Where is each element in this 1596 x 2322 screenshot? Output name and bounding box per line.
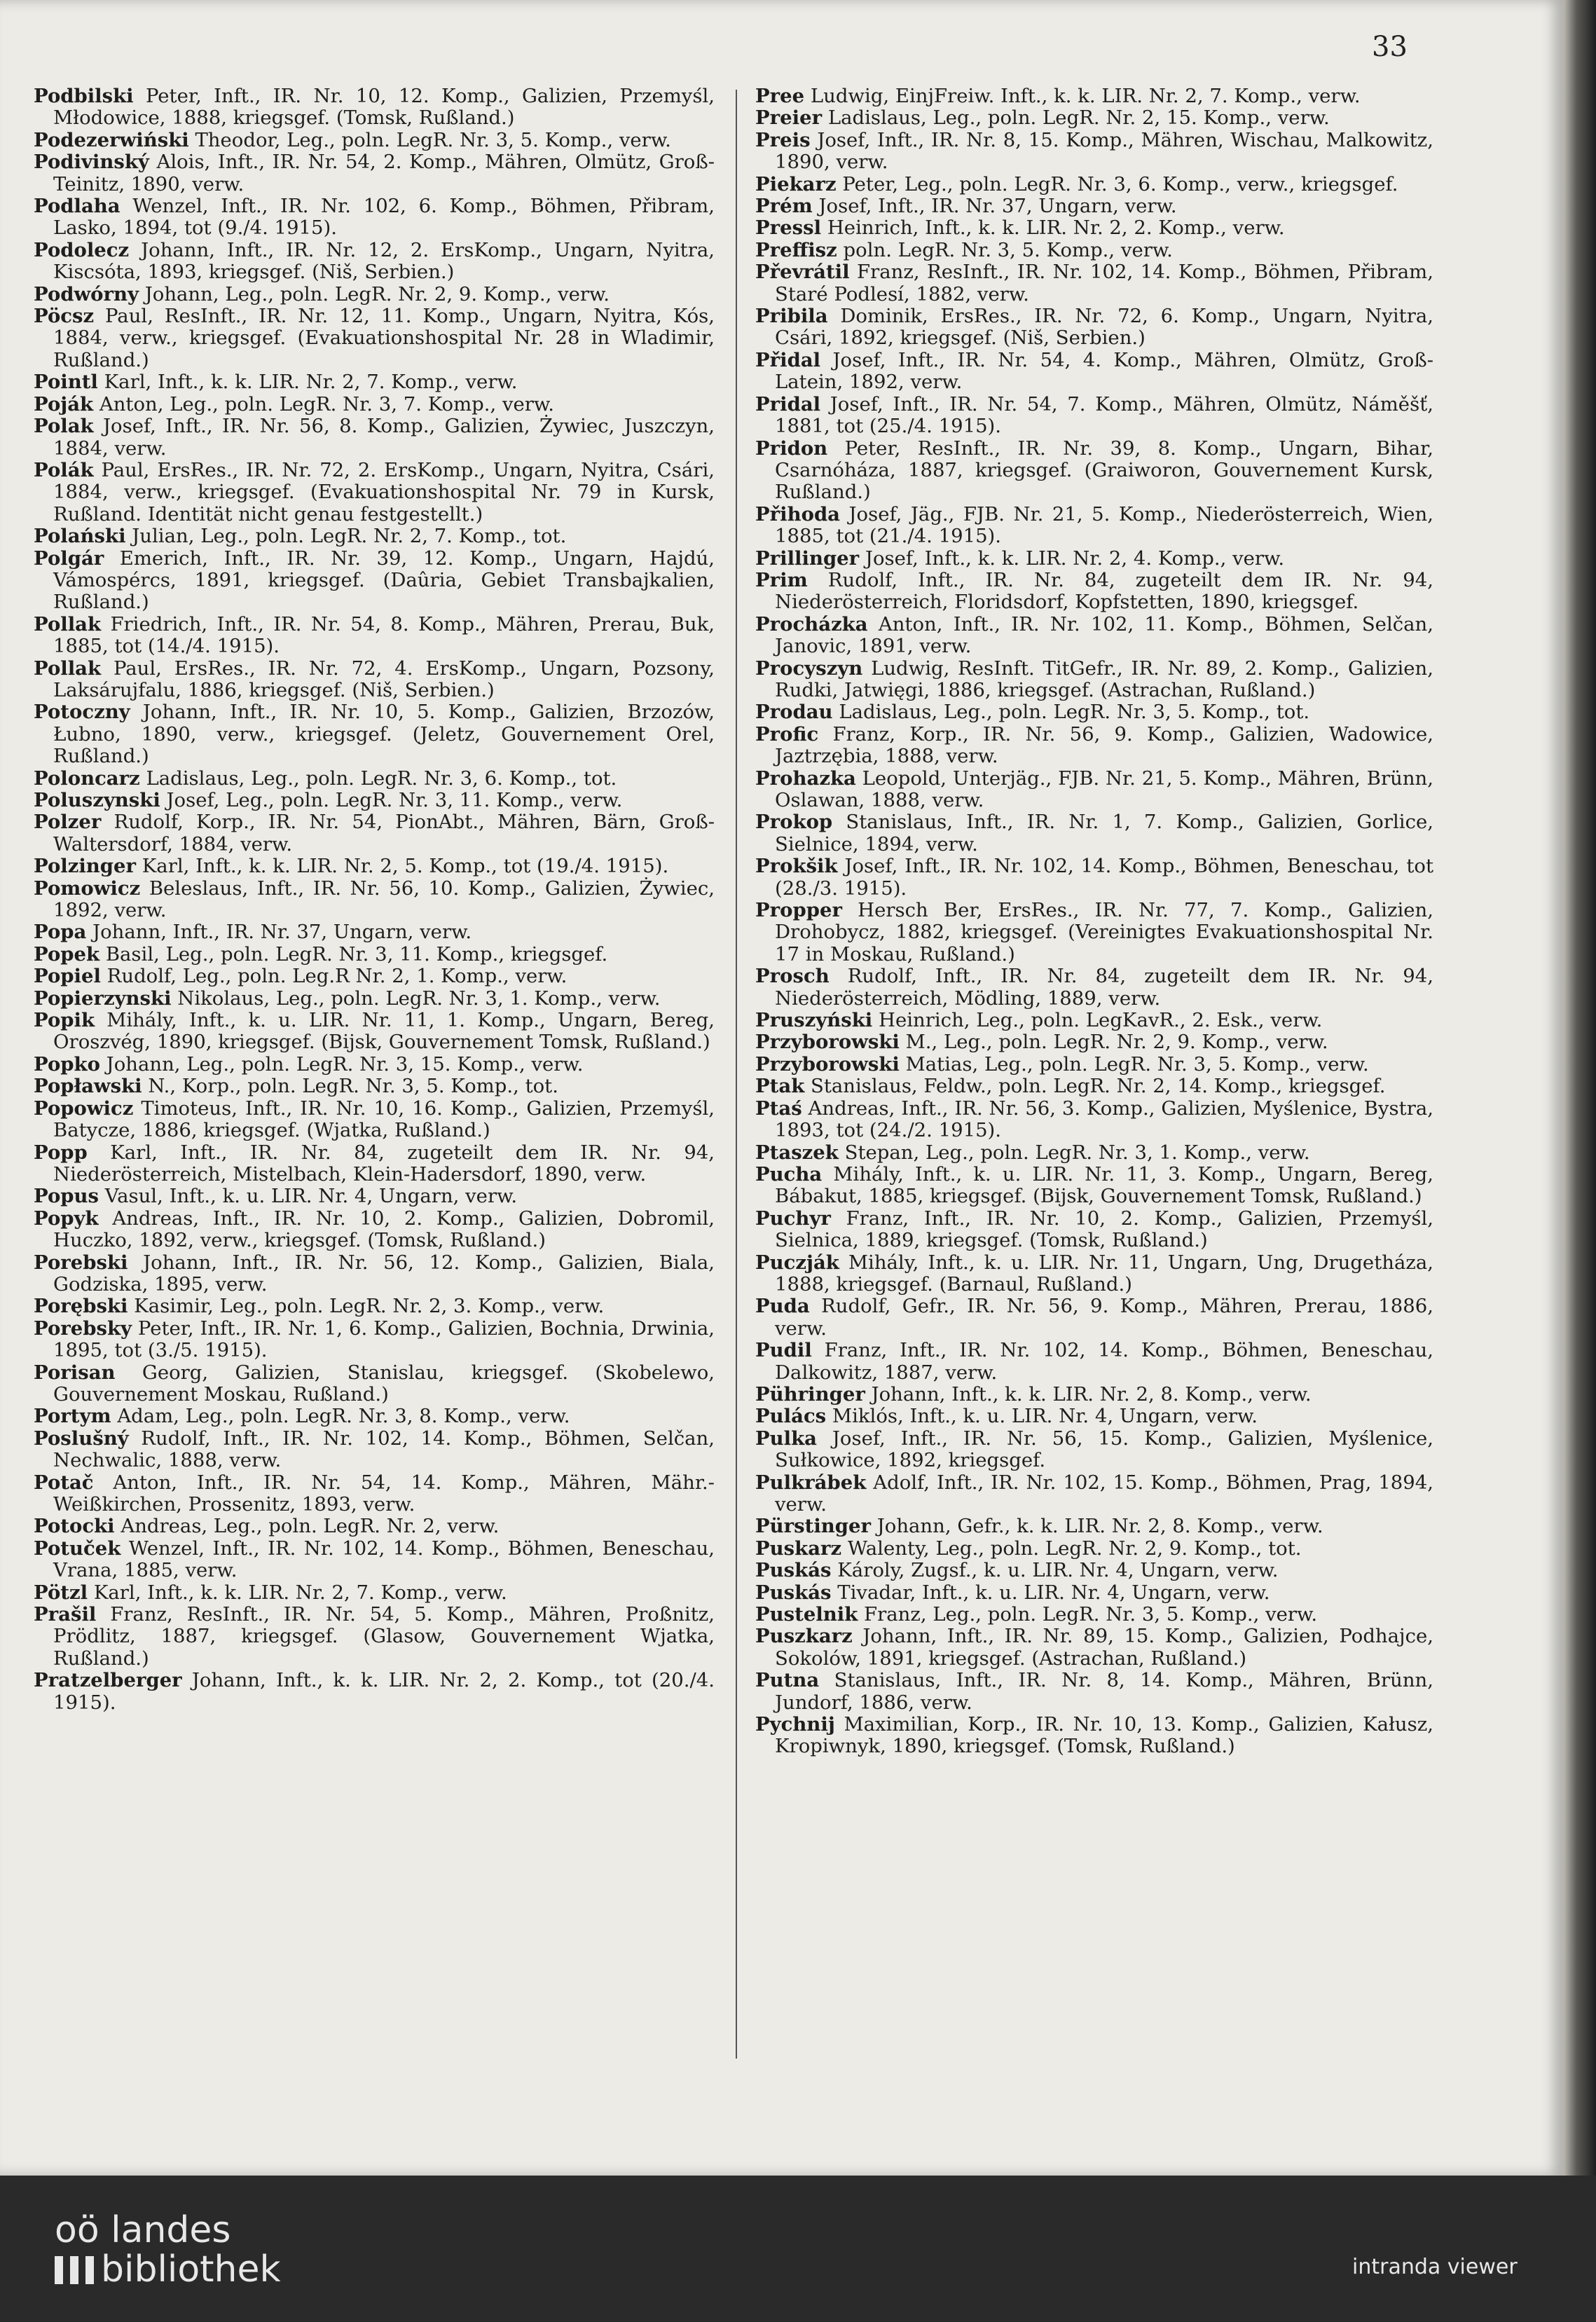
entry-details: Franz, Inft., IR. Nr. 10, 2. Komp., Galizien, Przemyśl, Sielnica, 1889, kriegsgef. (Tomsk, Rußland.) bbox=[775, 1207, 1433, 1252]
entry-surname: Pötzl bbox=[34, 1581, 88, 1604]
entry-surname: Podwórny bbox=[34, 282, 139, 305]
entry-details: Peter, ResInft., IR. Nr. 39, 8. Komp., Ungarn, Bihar, Csarnóháza, 1887, kriegsgef. (Graiworon, Gouvernement Kursk, Rußland.) bbox=[775, 437, 1433, 504]
entry-details: Johann, Leg., poln. LegR. Nr. 2, 9. Komp., verw. bbox=[144, 282, 610, 305]
entry-surname: Puczják bbox=[755, 1251, 839, 1274]
entry-surname: Puskarz bbox=[755, 1537, 842, 1560]
entry-details: Johann, Inft., k. k. LIR. Nr. 2, 8. Komp., verw. bbox=[871, 1382, 1312, 1406]
register-entry bbox=[755, 1031, 1433, 1053]
register-entry bbox=[34, 1318, 715, 1362]
entry-surname: Pruszyński bbox=[755, 1009, 873, 1032]
entry-surname: Prosch bbox=[755, 965, 830, 988]
entry-details: Rudolf, Inft., IR. Nr. 84, zugeteilt dem IR. Nr. 94, Niederösterreich, Floridsdorf, Kopfstetten, 1890, kriegsgef. bbox=[775, 568, 1433, 614]
register-entry bbox=[755, 107, 1433, 129]
register-entry bbox=[34, 1208, 715, 1252]
column-divider bbox=[736, 90, 737, 2059]
register-entry bbox=[34, 195, 715, 240]
entry-details: poln. LegR. Nr. 3, 5. Komp., verw. bbox=[843, 238, 1173, 261]
entry-surname: Ptaś bbox=[755, 1097, 802, 1120]
entry-surname: Prohazka bbox=[755, 767, 856, 790]
entry-surname: Potuček bbox=[34, 1537, 121, 1560]
entry-details: Josef, Inft., IR. Nr. 56, 8. Komp., Galizien, Żywiec, Juszczyn, 1884, verw. bbox=[53, 415, 715, 460]
entry-details: Johann, Inft., IR. Nr. 12, 2. ErsKomp., Ungarn, Nyitra, Kiscsóta, 1893, kriegsgef. (Niš, Serbien.) bbox=[53, 238, 715, 284]
entry-details: Josef, Inft., IR. Nr. 54, 4. Komp., Mähren, Olmütz, Groß-Latein, 1892, verw. bbox=[775, 348, 1434, 394]
register-entry bbox=[34, 790, 715, 811]
entry-details: Josef, Inft., IR. Nr. 54, 7. Komp., Mähren, Olmütz, Náměšť, 1881, tot (25./4. 1915). bbox=[775, 392, 1433, 438]
register-entry bbox=[34, 988, 715, 1010]
entry-surname: Polański bbox=[34, 525, 126, 548]
register-entry bbox=[755, 1714, 1433, 1758]
register-entry bbox=[755, 724, 1433, 768]
register-entry bbox=[34, 130, 715, 151]
entry-surname: Pollak bbox=[34, 657, 102, 680]
entry-details: Heinrich, Leg., poln. LegKavR., 2. Esk., verw. bbox=[878, 1009, 1323, 1032]
entry-details: Walenty, Leg., poln. LegR. Nr. 2, 9. Komp., tot. bbox=[847, 1537, 1302, 1560]
entry-details: Paul, ErsRes., IR. Nr. 72, 2. ErsKomp., Ungarn, Nyitra, Csári, 1884, verw., kriegsgef. (Evakuationshospital Nr. 79 in Kursk, Rußland. Identität nicht genau festgestellt.) bbox=[53, 458, 715, 525]
entry-details: Josef, Jäg., FJB. Nr. 21, 5. Komp., Niederösterreich, Wien, 1885, tot (21./4. 1915). bbox=[775, 502, 1433, 548]
register-entry bbox=[34, 1516, 715, 1537]
entry-surname: Ptak bbox=[755, 1075, 805, 1098]
register-entry bbox=[755, 174, 1433, 195]
register-entry bbox=[34, 1142, 715, 1186]
entry-surname: Popławski bbox=[34, 1075, 142, 1098]
entry-surname: Porębski bbox=[34, 1295, 128, 1318]
register-entry bbox=[755, 85, 1433, 107]
entry-details: Heinrich, Inft., k. k. LIR. Nr. 2, 2. Komp., verw. bbox=[827, 217, 1285, 240]
register-entry bbox=[34, 525, 715, 547]
entry-details: Ladislaus, Leg., poln. LegR. Nr. 3, 5. Komp., tot. bbox=[839, 701, 1310, 724]
entry-surname: Portym bbox=[34, 1405, 111, 1428]
entry-surname: Polak bbox=[34, 415, 94, 438]
entry-surname: Popowicz bbox=[34, 1097, 134, 1120]
register-entry bbox=[755, 1384, 1433, 1406]
entry-surname: Puchyr bbox=[755, 1207, 831, 1230]
entry-details: Karl, Inft., k. k. LIR. Nr. 2, 5. Komp., tot (19./4. 1915). bbox=[142, 855, 669, 878]
entry-details: Stanislaus, Feldw., poln. LegR. Nr. 2, 14. Komp., kriegsgef. bbox=[811, 1075, 1386, 1098]
entry-details: Mihály, Inft., k. u. LIR. Nr. 11, 3. Komp., Ungarn, Bereg, Bábakut, 1885, kriegsgef. (Bijsk, Gouvernement Tomsk, Rußland.) bbox=[775, 1162, 1433, 1208]
register-entry bbox=[34, 1670, 715, 1714]
register-entry bbox=[34, 944, 715, 966]
register-entry bbox=[755, 1604, 1433, 1626]
entry-details: Vasul, Inft., k. u. LIR. Nr. 4, Ungarn, verw. bbox=[104, 1185, 518, 1208]
entry-surname: Popus bbox=[34, 1185, 99, 1208]
entry-surname: Pöcsz bbox=[34, 305, 95, 328]
entry-details: Paul, ErsRes., IR. Nr. 72, 4. ErsKomp., Ungarn, Pozsony, Laksárujfalu, 1886, kriegsgef. (Niš, Serbien.) bbox=[53, 657, 715, 701]
entry-details: Paul, ResInft., IR. Nr. 12, 11. Komp., Ungarn, Nyitra, Kós, 1884, verw., kriegsgef. (Evakuationshospital Nr. 28 in Wladimir, Rußland.) bbox=[53, 305, 715, 371]
entry-surname: Podlaha bbox=[34, 195, 121, 218]
register-entry bbox=[755, 130, 1433, 174]
entry-surname: Prokop bbox=[755, 811, 833, 834]
entry-details: Johann, Inft., IR. Nr. 10, 5. Komp., Galizien, Brzozów, Łubno, 1890, verw., kriegsgef. (Jeletz, Gouvernement Orel, Rußland.) bbox=[53, 701, 715, 768]
register-entry bbox=[755, 900, 1433, 966]
entry-surname: Pratzelberger bbox=[34, 1669, 182, 1692]
entry-surname: Popierzynski bbox=[34, 987, 172, 1010]
entry-details: Rudolf, Inft., IR. Nr. 102, 14. Komp., Böhmen, Selčan, Nechwalic, 1888, verw. bbox=[53, 1427, 715, 1472]
register-entry bbox=[755, 1626, 1433, 1670]
entry-details: Anton, Inft., IR. Nr. 54, 14. Komp., Mähren, Mähr.-Weißkirchen, Prossenitz, 1893, verw. bbox=[53, 1471, 715, 1516]
page-number: 33 bbox=[1372, 31, 1408, 63]
register-entry bbox=[755, 504, 1433, 548]
register-entry bbox=[34, 768, 715, 790]
entry-surname: Polák bbox=[34, 458, 94, 481]
entry-details: Nikolaus, Leg., poln. LegR. Nr. 3, 1. Komp., verw. bbox=[177, 987, 661, 1010]
entry-details: Kasimir, Leg., poln. LegR. Nr. 2, 3. Komp., verw. bbox=[134, 1295, 605, 1318]
register-entry bbox=[34, 1054, 715, 1076]
entry-details: M., Leg., poln. LegR. Nr. 2, 9. Komp., verw. bbox=[905, 1031, 1328, 1054]
register-entry bbox=[755, 856, 1433, 900]
entry-details: Wenzel, Inft., IR. Nr. 102, 14. Komp., Böhmen, Beneschau, Vrana, 1885, verw. bbox=[53, 1537, 715, 1582]
entry-surname: Pressl bbox=[755, 217, 822, 240]
register-entry bbox=[755, 570, 1433, 614]
entry-surname: Pulka bbox=[755, 1427, 817, 1450]
entry-details: Johann, Gefr., k. k. LIR. Nr. 2, 8. Komp., verw. bbox=[876, 1515, 1323, 1538]
entry-details: Wenzel, Inft., IR. Nr. 102, 6. Komp., Böhmen, Přibram, Lasko, 1894, tot (9./4. 1915). bbox=[53, 195, 715, 240]
register-entry bbox=[34, 305, 715, 371]
logo-line-2: bibliothek bbox=[101, 2248, 281, 2290]
entry-surname: Pribila bbox=[755, 305, 828, 328]
entry-surname: Procyszyn bbox=[755, 657, 863, 680]
entry-surname: Přihoda bbox=[755, 502, 840, 525]
entry-details: Beleslaus, Inft., IR. Nr. 56, 10. Komp., Galizien, Żywiec, 1892, verw. bbox=[53, 877, 715, 922]
register-entry bbox=[755, 1054, 1433, 1076]
viewer-label: intranda viewer bbox=[1352, 2255, 1518, 2279]
entry-details: Ludwig, ResInft. TitGefr., IR. Nr. 89, 2. Komp., Galizien, Rudki, Jatwięgi, 1886, kriegsgef. (Astrachan, Rußland.) bbox=[775, 657, 1433, 701]
register-entry bbox=[755, 658, 1433, 702]
register-entry bbox=[755, 1076, 1433, 1097]
entry-details: Emerich, Inft., IR. Nr. 39, 12. Komp., Ungarn, Hajdú, Vámospércs, 1891, kriegsgef. (Daûria, Gebiet Transbajkalien, Rußland.) bbox=[53, 547, 715, 614]
register-entry bbox=[755, 1252, 1433, 1296]
entry-details: Károly, Zugsf., k. u. LIR. Nr. 4, Ungarn, verw. bbox=[837, 1559, 1279, 1582]
entry-details: Alois, Inft., IR. Nr. 54, 2. Komp., Mähren, Olmütz, Groß-Teinitz, 1890, verw. bbox=[53, 151, 715, 195]
register-entry bbox=[34, 1538, 715, 1582]
register-entry bbox=[755, 811, 1433, 856]
entry-details: Johann, Inft., IR. Nr. 89, 15. Komp., Galizien, Podhajce, Sokolów, 1891, kriegsgef. (Astrachan, Rußland.) bbox=[775, 1625, 1433, 1670]
entry-surname: Prém bbox=[755, 195, 813, 218]
entry-surname: Puskás bbox=[755, 1581, 832, 1604]
entry-surname: Převrátil bbox=[755, 261, 850, 284]
entry-details: Peter, Inft., IR. Nr. 10, 12. Komp., Galizien, Przemyśl, Młodowice, 1888, kriegsgef. (Tomsk, Rußland.) bbox=[53, 85, 715, 130]
entry-details: Andreas, Leg., poln. LegR. Nr. 2, verw. bbox=[121, 1515, 500, 1538]
entry-details: Josef, Inft., k. k. LIR. Nr. 2, 4. Komp., verw. bbox=[865, 547, 1285, 570]
entry-details: Friedrich, Inft., IR. Nr. 54, 8. Komp., Mähren, Prerau, Buk, 1885, tot (14./4. 1915). bbox=[53, 612, 715, 658]
register-entry bbox=[34, 394, 715, 415]
entry-details: Josef, Inft., IR. Nr. 56, 15. Komp., Galizien, Myślenice, Sułkowice, 1892, kriegsgef. bbox=[775, 1427, 1433, 1472]
entry-surname: Poják bbox=[34, 392, 94, 415]
entry-surname: Porebsky bbox=[34, 1317, 132, 1340]
entry-surname: Pürstinger bbox=[755, 1515, 871, 1538]
entry-details: Stepan, Leg., poln. LegR. Nr. 3, 1. Komp., verw. bbox=[844, 1141, 1310, 1164]
entry-details: Hersch Ber, ErsRes., IR. Nr. 77, 7. Komp., Galizien, Drohobycz, 1882, kriegsgef. (Vereinigtes Evakuationshospital Nr. 17 in Moskau, Rußland.) bbox=[775, 899, 1433, 966]
register-entry bbox=[755, 1340, 1433, 1384]
register-entry bbox=[755, 614, 1433, 658]
entry-details: Ladislaus, Leg., poln. LegR. Nr. 3, 6. Komp., tot. bbox=[146, 767, 617, 790]
entry-surname: Poloncarz bbox=[34, 767, 140, 790]
entry-details: Anton, Inft., IR. Nr. 102, 11. Komp., Böhmen, Selčan, Janovic, 1891, verw. bbox=[775, 612, 1433, 658]
entry-surname: Procházka bbox=[755, 612, 868, 636]
entry-details: Ludwig, EinjFreiw. Inft., k. k. LIR. Nr. 2, 7. Komp., verw. bbox=[810, 85, 1361, 107]
register-entry bbox=[34, 878, 715, 922]
entry-surname: Porebski bbox=[34, 1251, 128, 1274]
entry-surname: Polzinger bbox=[34, 855, 136, 878]
entry-details: Maximilian, Korp., IR. Nr. 10, 13. Komp., Galizien, Kałusz, Kropiwnyk, 1890, kriegsgef. (Tomsk, Rußland.) bbox=[775, 1713, 1433, 1758]
register-entry bbox=[755, 1516, 1433, 1537]
register-entry bbox=[755, 768, 1433, 812]
register-entry bbox=[34, 701, 715, 767]
register-entry bbox=[34, 811, 715, 856]
register-entry bbox=[34, 921, 715, 943]
right-column bbox=[755, 85, 1433, 1758]
entry-surname: Pree bbox=[755, 85, 805, 107]
entry-surname: Pridon bbox=[755, 437, 828, 460]
entry-surname: Prillinger bbox=[755, 547, 860, 570]
entry-details: Rudolf, Korp., IR. Nr. 54, PionAbt., Mähren, Bärn, Groß-Waltersdorf, 1884, verw. bbox=[53, 811, 715, 856]
register-entry bbox=[34, 85, 715, 130]
entry-details: Julian, Leg., poln. LegR. Nr. 2, 7. Komp., tot. bbox=[132, 525, 567, 548]
entry-details: Rudolf, Leg., poln. Leg.R Nr. 2, 1. Komp., verw. bbox=[106, 965, 567, 988]
entry-surname: Pollak bbox=[34, 612, 102, 636]
register-entry bbox=[755, 966, 1433, 1010]
register-entry bbox=[755, 1428, 1433, 1472]
entry-surname: Popik bbox=[34, 1009, 95, 1032]
entry-surname: Prim bbox=[755, 568, 808, 591]
page-edge bbox=[1564, 0, 1596, 2176]
register-entry bbox=[34, 614, 715, 658]
entry-details: Karl, Inft., IR. Nr. 84, zugeteilt dem IR. Nr. 94, Niederösterreich, Mistelbach, Klein-Hadersdorf, 1890, verw. bbox=[53, 1141, 715, 1186]
entry-surname: Putna bbox=[755, 1669, 820, 1692]
entry-surname: Prašil bbox=[34, 1603, 97, 1626]
entry-details: Ladislaus, Leg., poln. LegR. Nr. 2, 15. Komp., verw. bbox=[827, 107, 1330, 130]
entry-details: Josef, Inft., IR. Nr. 102, 14. Komp., Böhmen, Beneschau, tot (28./3. 1915). bbox=[775, 855, 1433, 900]
entry-surname: Podolecz bbox=[34, 238, 130, 261]
register-entry bbox=[34, 548, 715, 614]
register-entry bbox=[755, 350, 1433, 394]
entry-surname: Puskás bbox=[755, 1559, 832, 1582]
entry-surname: Popko bbox=[34, 1052, 100, 1076]
register-entry bbox=[755, 217, 1433, 239]
register-entry bbox=[755, 1670, 1433, 1714]
library-logo[interactable] bbox=[55, 2211, 281, 2289]
register-entry bbox=[755, 1406, 1433, 1427]
register-entry bbox=[34, 966, 715, 987]
entry-surname: Prodau bbox=[755, 701, 833, 724]
entry-details: Peter, Inft., IR. Nr. 1, 6. Komp., Galizien, Bochnia, Drwinia, 1895, tot (3./5. 1915). bbox=[53, 1317, 715, 1362]
register-entry bbox=[755, 1142, 1433, 1164]
entry-surname: Pustelnik bbox=[755, 1603, 858, 1626]
entry-details: Franz, Inft., IR. Nr. 102, 14. Komp., Böhmen, Beneschau, Dalkowitz, 1887, verw. bbox=[775, 1339, 1433, 1384]
entry-details: Miklós, Inft., k. u. LIR. Nr. 4, Ungarn, verw. bbox=[832, 1405, 1258, 1428]
register-entry bbox=[755, 548, 1433, 570]
register-entry bbox=[34, 284, 715, 305]
entry-surname: Preier bbox=[755, 107, 823, 130]
entry-surname: Podbilski bbox=[34, 85, 134, 107]
register-entry bbox=[34, 415, 715, 460]
entry-surname: Pucha bbox=[755, 1162, 823, 1186]
entry-surname: Popek bbox=[34, 942, 100, 966]
register-entry bbox=[755, 1208, 1433, 1252]
register-entry bbox=[755, 701, 1433, 723]
register-entry bbox=[34, 1296, 715, 1317]
register-entry bbox=[34, 658, 715, 702]
entry-surname: Podezerwiński bbox=[34, 128, 189, 151]
entry-details: Leopold, Unterjäg., FJB. Nr. 21, 5. Komp., Mähren, Brünn, Oslawan, 1888, verw. bbox=[775, 767, 1433, 811]
entry-surname: Porisan bbox=[34, 1361, 116, 1384]
entry-surname: Puda bbox=[755, 1295, 810, 1318]
register-entry bbox=[34, 1604, 715, 1670]
entry-surname: Potač bbox=[34, 1471, 94, 1494]
entry-surname: Pulkrábek bbox=[755, 1471, 867, 1494]
entry-surname: Pointl bbox=[34, 371, 98, 394]
entry-details: Andreas, Inft., IR. Nr. 56, 3. Komp., Galizien, Myślenice, Bystra, 1893, tot (24./2. 1915). bbox=[775, 1097, 1433, 1142]
register-entry bbox=[755, 240, 1433, 261]
entry-details: Adolf, Inft., IR. Nr. 102, 15. Komp., Böhmen, Prag, 1894, verw. bbox=[775, 1471, 1434, 1516]
entry-surname: Pudil bbox=[755, 1339, 812, 1362]
register-entry bbox=[34, 1406, 715, 1427]
register-entry bbox=[34, 1010, 715, 1054]
entry-details: Franz, Korp., IR. Nr. 56, 9. Komp., Galizien, Wadowice, Jaztrzębia, 1888, verw. bbox=[775, 722, 1433, 768]
register-entry bbox=[755, 1560, 1433, 1581]
entry-surname: Podivinský bbox=[34, 151, 149, 174]
register-entry bbox=[755, 261, 1433, 305]
register-entry bbox=[34, 151, 715, 195]
entry-surname: Propper bbox=[755, 899, 842, 922]
entry-details: Timoteus, Inft., IR. Nr. 10, 16. Komp., Galizien, Przemyśl, Batycze, 1886, kriegsgef. (Wjatka, Rußland.) bbox=[53, 1097, 715, 1142]
register-entry bbox=[755, 1582, 1433, 1604]
entry-surname: Pulács bbox=[755, 1405, 827, 1428]
entry-surname: Potoczny bbox=[34, 701, 130, 724]
entry-details: Johann, Inft., IR. Nr. 56, 12. Komp., Galizien, Biala, Godziska, 1895, verw. bbox=[53, 1251, 715, 1296]
left-column bbox=[34, 85, 715, 1714]
entry-details: Georg, Galizien, Stanislau, kriegsgef. (Skobelewo, Gouvernement Moskau, Rußland.) bbox=[53, 1361, 715, 1406]
entry-details: Theodor, Leg., poln. LegR. Nr. 3, 5. Komp., verw. bbox=[195, 128, 671, 151]
entry-surname: Piekarz bbox=[755, 172, 837, 195]
entry-details: Mihály, Inft., k. u. LIR. Nr. 11, 1. Komp., Ungarn, Bereg, Oroszvég, 1890, kriegsgef. (Bijsk, Gouvernement Tomsk, Rußland.) bbox=[53, 1009, 715, 1054]
register-entry bbox=[755, 1164, 1433, 1208]
entry-surname: Přidal bbox=[755, 348, 821, 371]
logo-bars-icon bbox=[55, 2256, 97, 2284]
entry-details: Tivadar, Inft., k. u. LIR. Nr. 4, Ungarn, verw. bbox=[837, 1581, 1270, 1604]
entry-surname: Pridal bbox=[755, 392, 821, 415]
entry-details: N., Korp., poln. LegR. Nr. 3, 5. Komp., tot. bbox=[148, 1075, 558, 1098]
entry-surname: Poslušný bbox=[34, 1427, 129, 1450]
entry-surname: Puszkarz bbox=[755, 1625, 853, 1648]
entry-details: Andreas, Inft., IR. Nr. 10, 2. Komp., Galizien, Dobromil, Huczko, 1892, verw., kriegsgef. (Tomsk, Rußland.) bbox=[53, 1207, 715, 1252]
entry-surname: Popyk bbox=[34, 1207, 99, 1230]
entry-surname: Polzer bbox=[34, 811, 102, 834]
register-entry bbox=[755, 305, 1433, 350]
entry-surname: Pomowicz bbox=[34, 877, 141, 900]
entry-surname: Popp bbox=[34, 1141, 88, 1164]
entry-details: Stanislaus, Inft., IR. Nr. 1, 7. Komp., Galizien, Gorlice, Sielnice, 1894, verw. bbox=[775, 811, 1433, 856]
entry-details: Anton, Leg., poln. LegR. Nr. 3, 7. Komp., verw. bbox=[99, 392, 554, 415]
register-entry bbox=[755, 394, 1433, 438]
entry-surname: Pychnij bbox=[755, 1713, 835, 1736]
entry-details: Stanislaus, Inft., IR. Nr. 8, 14. Komp., Mähren, Brünn, Jundorf, 1886, verw. bbox=[775, 1669, 1433, 1714]
register-entry bbox=[755, 1010, 1433, 1031]
entry-details: Johann, Inft., IR. Nr. 37, Ungarn, verw. bbox=[92, 921, 472, 944]
entry-details: Peter, Leg., poln. LegR. Nr. 3, 6. Komp., verw., kriegsgef. bbox=[842, 172, 1398, 195]
entry-details: Josef, Inft., IR. Nr. 8, 15. Komp., Mähren, Wischau, Malkowitz, 1890, verw. bbox=[775, 128, 1433, 174]
entry-details: Basil, Leg., poln. LegR. Nr. 3, 11. Komp., kriegsgef. bbox=[105, 942, 608, 966]
register-entry bbox=[34, 1472, 715, 1516]
entry-surname: Profic bbox=[755, 722, 819, 746]
register-entry bbox=[34, 1428, 715, 1472]
logo-line-1: oö landes bbox=[55, 2209, 231, 2251]
register-entry bbox=[34, 460, 715, 525]
entry-surname: Popa bbox=[34, 921, 87, 944]
entry-details: Franz, ResInft., IR. Nr. 102, 14. Komp., Böhmen, Přibram, Staré Podlesí, 1882, verw. bbox=[775, 261, 1433, 305]
entry-surname: Prokšik bbox=[755, 855, 838, 878]
register-entry bbox=[34, 1252, 715, 1296]
entry-surname: Ptaszek bbox=[755, 1141, 839, 1164]
register-entry bbox=[755, 1098, 1433, 1142]
register-entry bbox=[34, 1098, 715, 1142]
entry-details: Josef, Inft., IR. Nr. 37, Ungarn, verw. bbox=[818, 195, 1177, 218]
entry-surname: Pühringer bbox=[755, 1382, 865, 1406]
entry-details: Karl, Inft., k. k. LIR. Nr. 2, 7. Komp., verw. bbox=[104, 371, 518, 394]
entry-details: Franz, Leg., poln. LegR. Nr. 3, 5. Komp., verw. bbox=[864, 1603, 1318, 1626]
entry-details: Franz, ResInft., IR. Nr. 54, 5. Komp., Mähren, Proßnitz, Prödlitz, 1887, kriegsgef. (Glasow, Gouvernement Wjatka, Rußland.) bbox=[53, 1603, 715, 1670]
register-entry bbox=[34, 371, 715, 393]
entry-details: Karl, Inft., k. k. LIR. Nr. 2, 7. Komp., verw. bbox=[93, 1581, 507, 1604]
register-entry bbox=[755, 1538, 1433, 1560]
entry-details: Mihály, Inft., k. u. LIR. Nr. 11, Ungarn, Ung, Drugetháza, 1888, kriegsgef. (Barnaul, Rußland.) bbox=[775, 1251, 1433, 1296]
entry-surname: Preffisz bbox=[755, 238, 837, 261]
entry-details: Josef, Leg., poln. LegR. Nr. 3, 11. Komp., verw. bbox=[166, 789, 623, 811]
register-entry bbox=[34, 1582, 715, 1604]
entry-details: Johann, Inft., k. k. LIR. Nr. 2, 2. Komp., tot (20./4. 1915). bbox=[53, 1669, 715, 1714]
entry-surname: Poluszynski bbox=[34, 789, 160, 811]
register-entry bbox=[755, 1472, 1433, 1516]
register-entry bbox=[34, 1186, 715, 1207]
register-entry bbox=[755, 195, 1433, 217]
entry-details: Dominik, ErsRes., IR. Nr. 72, 6. Komp., Ungarn, Nyitra, Csári, 1892, kriegsgef. (Niš, Serbien.) bbox=[775, 305, 1433, 350]
register-entry bbox=[755, 1296, 1433, 1340]
entry-surname: Potocki bbox=[34, 1515, 115, 1538]
entry-details: Adam, Leg., poln. LegR. Nr. 3, 8. Komp., verw. bbox=[117, 1405, 570, 1428]
entry-surname: Polgár bbox=[34, 547, 104, 570]
entry-surname: Preis bbox=[755, 128, 811, 151]
register-entry bbox=[755, 438, 1433, 504]
entry-details: Matias, Leg., poln. LegR. Nr. 3, 5. Komp., verw. bbox=[905, 1052, 1369, 1076]
entry-surname: Przyborowski bbox=[755, 1031, 900, 1054]
entry-surname: Przyborowski bbox=[755, 1052, 900, 1076]
register-entry bbox=[34, 240, 715, 284]
entry-details: Rudolf, Gefr., IR. Nr. 56, 9. Komp., Mähren, Prerau, 1886, verw. bbox=[775, 1295, 1433, 1340]
register-entry bbox=[34, 1076, 715, 1097]
entry-details: Rudolf, Inft., IR. Nr. 84, zugeteilt dem IR. Nr. 94, Niederösterreich, Mödling, 1889, verw. bbox=[775, 965, 1434, 1010]
register-entry bbox=[34, 856, 715, 877]
register-entry bbox=[34, 1362, 715, 1406]
entry-details: Johann, Leg., poln. LegR. Nr. 3, 15. Komp., verw. bbox=[106, 1052, 584, 1076]
entry-surname: Popiel bbox=[34, 965, 101, 988]
